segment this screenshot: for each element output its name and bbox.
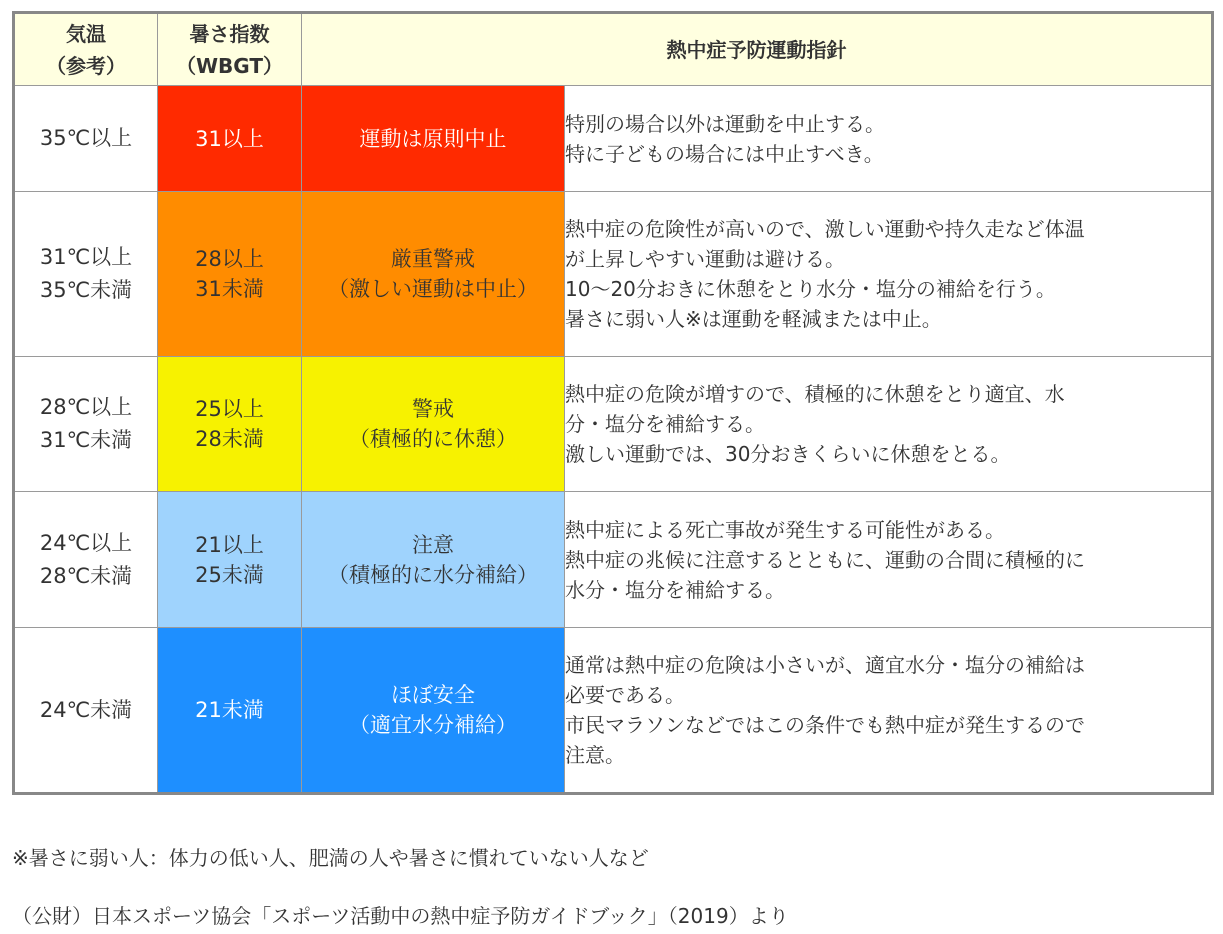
guideline-cell-line: 市民マラソンなどではこの条件でも熱中症が発生するので bbox=[565, 713, 1085, 737]
level-cell-line: 厳重警戒 bbox=[391, 247, 475, 271]
table-row bbox=[14, 492, 1213, 628]
header-guide: 熱中症予防運動指針 bbox=[302, 13, 1213, 86]
level-cell-line: （積極的に水分補給） bbox=[328, 562, 538, 587]
wbgt-cell bbox=[158, 628, 302, 794]
guideline-cell-line: 10～20分おきに休憩をとり水分・塩分の補給を行う。 bbox=[565, 277, 1056, 301]
table-row bbox=[14, 357, 1213, 492]
level-cell bbox=[302, 492, 565, 628]
level-cell-line: 注意 bbox=[412, 532, 454, 557]
wbgt-cell bbox=[158, 192, 302, 357]
level-cell bbox=[302, 357, 565, 492]
temp-cell-line: 24℃未満 bbox=[39, 697, 133, 722]
header-wbgt: 暑さ指数 （WBGT） bbox=[158, 13, 302, 86]
table-row bbox=[14, 192, 1213, 357]
temp-cell-line: 31℃以上 bbox=[39, 245, 133, 269]
level-cell-line: 警戒 bbox=[412, 397, 454, 421]
table-row bbox=[14, 86, 1213, 192]
guideline-cell-line: が上昇しやすい運動は避ける。 bbox=[565, 247, 845, 271]
guideline-cell-line: 激しい運動では、30分おきくらいに休憩をとる。 bbox=[565, 442, 1011, 466]
guideline-cell-line: 水分・塩分を補給する。 bbox=[565, 577, 785, 602]
wbgt-cell bbox=[158, 86, 302, 192]
temp-cell-line: 24℃以上 bbox=[39, 530, 133, 555]
guideline-cell-line: 必要である。 bbox=[565, 683, 685, 707]
guideline-cell-line: 分・塩分を補給する。 bbox=[565, 412, 765, 436]
temp-cell bbox=[14, 86, 158, 192]
wbgt-cell-line: 28以上 bbox=[195, 247, 264, 271]
temp-cell bbox=[14, 628, 158, 794]
guideline-cell-line: 注意。 bbox=[565, 743, 625, 767]
source-citation: （公財）日本スポーツ協会「スポーツ活動中の熱中症予防ガイドブック」（2019）より bbox=[12, 904, 789, 928]
level-cell-line: （適宜水分補給） bbox=[349, 713, 517, 737]
guideline-cell-line: 暑さに弱い人※は運動を軽減または中止。 bbox=[565, 307, 942, 331]
guideline-cell bbox=[565, 192, 1213, 357]
temp-cell-line: 35℃未満 bbox=[39, 278, 133, 302]
wbgt-cell bbox=[158, 492, 302, 628]
guideline-cell-line: 特別の場合以外は運動を中止する。 bbox=[565, 111, 885, 136]
temp-cell-line: 28℃以上 bbox=[39, 395, 133, 419]
level-cell-line: （積極的に休憩） bbox=[349, 427, 517, 451]
heat-stroke-guide-table bbox=[12, 11, 1214, 795]
temp-cell bbox=[14, 357, 158, 492]
temp-cell-line: 28℃未満 bbox=[39, 563, 133, 588]
table-body bbox=[14, 86, 1213, 794]
temp-cell bbox=[14, 492, 158, 628]
temp-cell-line: 35℃以上 bbox=[39, 126, 133, 150]
footnote: ※暑さに弱い人：体力の低い人、肥満の人や暑さに慣れていない人など bbox=[12, 846, 649, 870]
level-cell-line: ほぼ安全 bbox=[391, 683, 475, 707]
wbgt-cell bbox=[158, 357, 302, 492]
guideline-cell-line: 熱中症による死亡事故が発生する可能性がある。 bbox=[565, 517, 1005, 542]
header-temp: 気温 （参考） bbox=[14, 13, 158, 86]
guideline-cell-line: 通常は熱中症の危険は小さいが、適宜水分・塩分の補給は bbox=[565, 653, 1085, 677]
level-cell bbox=[302, 192, 565, 357]
level-cell-line: 運動は原則中止 bbox=[359, 126, 507, 151]
temp-cell-line: 31℃未満 bbox=[39, 428, 133, 452]
header-row bbox=[14, 13, 1213, 86]
guideline-cell-line: 熱中症の兆候に注意するとともに、運動の合間に積極的に bbox=[565, 547, 1085, 572]
table-row bbox=[14, 628, 1213, 794]
level-cell bbox=[302, 628, 565, 794]
wbgt-cell-line: 25未満 bbox=[195, 562, 264, 587]
guideline-cell bbox=[565, 628, 1213, 794]
wbgt-cell-line: 31未満 bbox=[195, 277, 264, 301]
wbgt-cell-line: 28未満 bbox=[195, 427, 264, 451]
level-cell bbox=[302, 86, 565, 192]
guideline-cell-line: 特に子どもの場合には中止すべき。 bbox=[565, 141, 884, 166]
guideline-cell bbox=[565, 357, 1213, 492]
guideline-cell-line: 熱中症の危険性が高いので、激しい運動や持久走など体温 bbox=[565, 217, 1085, 241]
wbgt-cell-line: 31以上 bbox=[195, 126, 264, 151]
temp-cell bbox=[14, 192, 158, 357]
guideline-cell bbox=[565, 86, 1213, 192]
wbgt-cell-line: 25以上 bbox=[195, 397, 264, 421]
guideline-cell-line: 熱中症の危険が増すので、積極的に休憩をとり適宜、水 bbox=[565, 382, 1065, 406]
level-cell-line: （激しい運動は中止） bbox=[328, 277, 538, 301]
wbgt-cell-line: 21以上 bbox=[195, 532, 264, 557]
guideline-cell bbox=[565, 492, 1213, 628]
wbgt-cell-line: 21未満 bbox=[195, 698, 264, 722]
